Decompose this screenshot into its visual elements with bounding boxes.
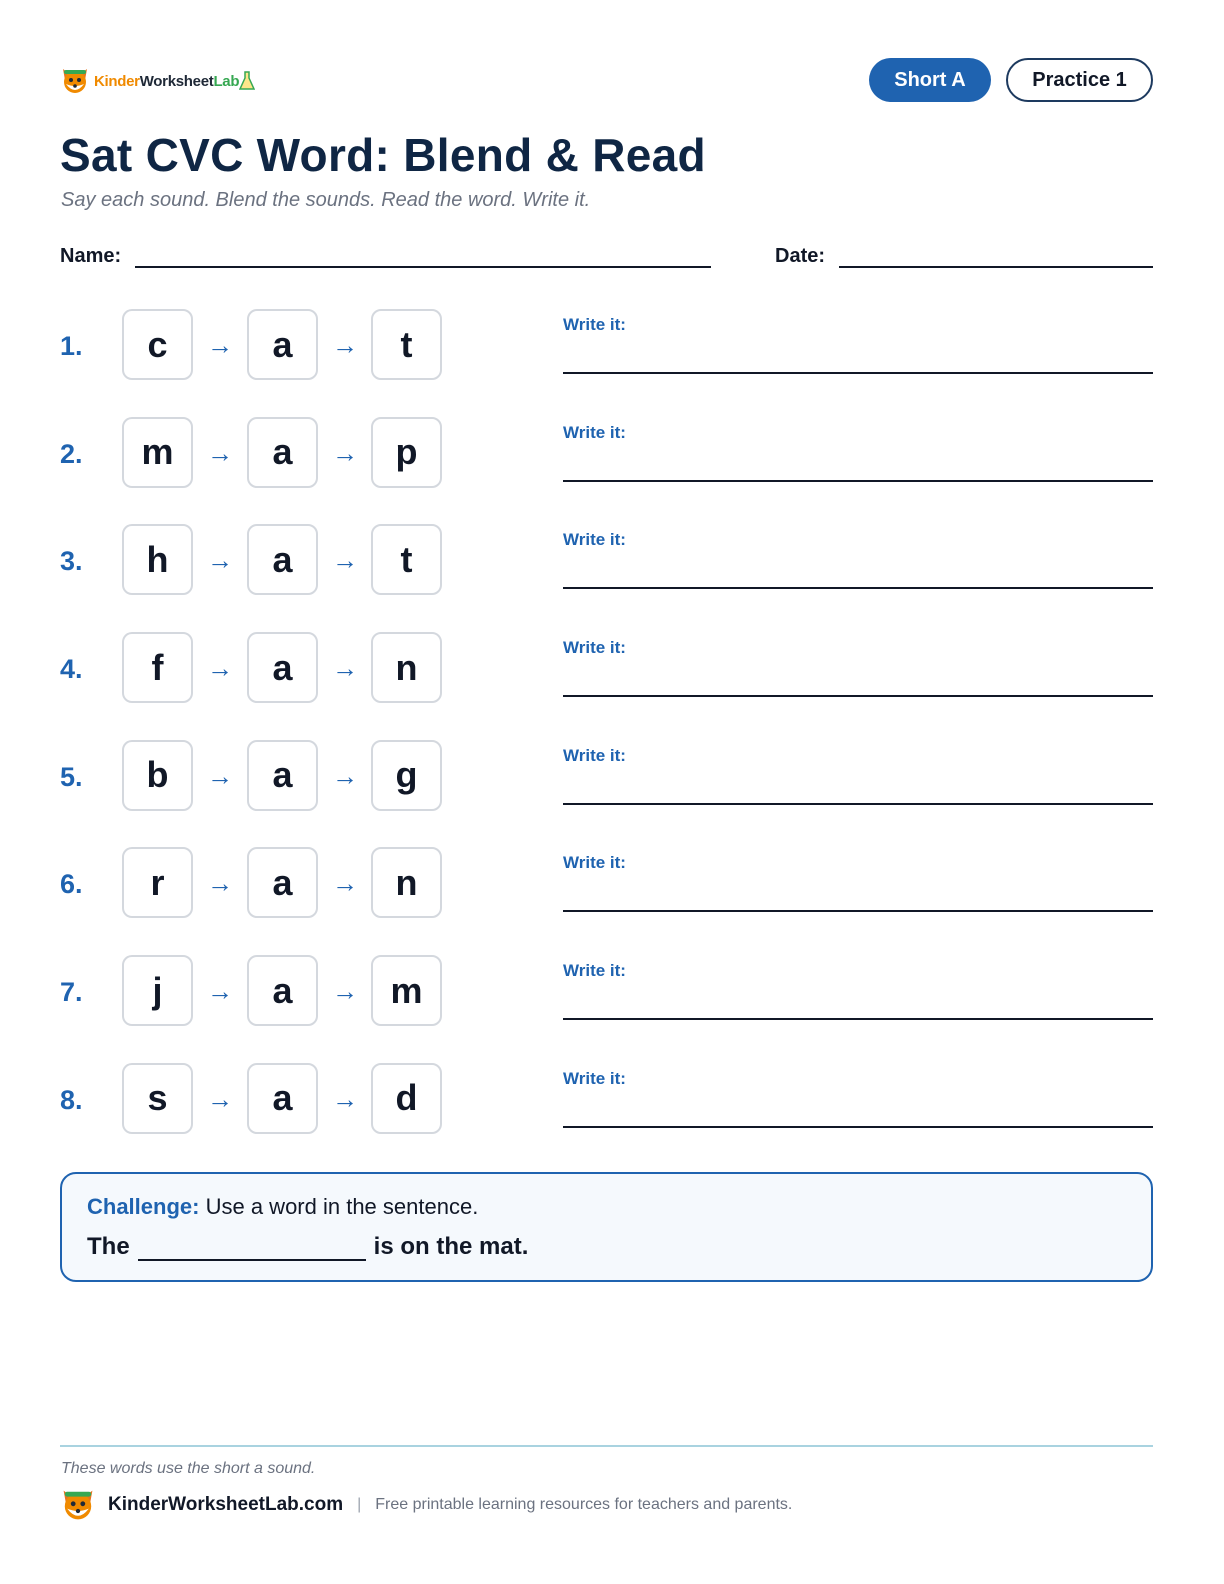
write-it-label: Write it: [563, 315, 626, 334]
row-number: 2. [60, 438, 83, 469]
write-it-field[interactable] [563, 587, 1153, 589]
write-it-label: Write it: [563, 961, 626, 981]
sound-tile: s [122, 1063, 193, 1134]
word-row [60, 740, 1153, 848]
sound-tile: a [247, 632, 318, 703]
write-it-field[interactable] [563, 372, 1153, 374]
arrow-icon: → [332, 976, 358, 1007]
sound-tile: a [247, 740, 318, 811]
brand-name-lab: Lab [213, 72, 240, 90]
instructions: Say each sound. Blend the sounds. Read the word. Write it. [61, 189, 591, 211]
arrow-icon: → [332, 545, 358, 576]
footer-divider [60, 1445, 1153, 1447]
write-it-label: Write it: [563, 853, 626, 873]
sound-tile: a [247, 1063, 318, 1134]
sentence-blank-field[interactable] [138, 1239, 366, 1261]
sound-tile: d [371, 1063, 442, 1134]
name-label: Name: [60, 245, 122, 267]
sound-tile: a [247, 847, 318, 918]
sound-tile: p [371, 417, 442, 488]
sound-tile: n [371, 847, 442, 918]
footer-tagline: Free printable learning resources for teachers and parents. [375, 1496, 793, 1513]
sound-tile: c [122, 309, 193, 380]
brand-name-worksheet: Worksheet [139, 72, 214, 90]
arrow-icon: → [207, 653, 233, 684]
arrow-icon: → [207, 437, 233, 468]
arrow-icon: → [332, 330, 358, 360]
brand-logo [60, 64, 255, 98]
flask-icon [239, 71, 255, 91]
write-it-label: Write it: [563, 745, 626, 765]
fox-mascot-icon [60, 66, 90, 96]
write-it-field[interactable] [563, 910, 1153, 912]
footer-separator: | [357, 1496, 362, 1513]
brand-name-kinder: Kinder [94, 72, 140, 90]
footer-note: These words use the short a sound. [61, 1460, 316, 1477]
sound-tile: g [371, 740, 442, 811]
practice-badge: Practice 1 [1006, 58, 1153, 102]
sound-tile: r [122, 847, 193, 918]
arrow-icon: → [332, 653, 358, 684]
brand-name [94, 73, 239, 90]
challenge-instruction-text: Use a word in the sentence. [205, 1194, 479, 1219]
word-row [60, 417, 1153, 525]
word-row [60, 309, 1153, 417]
row-number: 3. [60, 546, 83, 577]
sound-tile: n [371, 632, 442, 703]
arrow-icon: → [207, 330, 233, 360]
arrow-icon: → [207, 868, 233, 899]
sound-tile: a [247, 309, 318, 380]
sentence-start: The [87, 1233, 130, 1260]
arrow-icon: → [332, 1083, 358, 1114]
write-it-label: Write it: [563, 422, 626, 442]
write-it-label: Write it: [563, 638, 626, 658]
row-number: 5. [60, 761, 83, 792]
arrow-icon: → [207, 545, 233, 576]
sound-tile: b [122, 740, 193, 811]
sound-tile: t [371, 309, 442, 380]
name-field[interactable] [135, 266, 711, 268]
word-row [60, 955, 1153, 1063]
row-number: 6. [60, 869, 83, 900]
row-number: 1. [60, 331, 83, 361]
arrow-icon: → [207, 1083, 233, 1114]
word-row [60, 847, 1153, 955]
sound-tile: m [371, 955, 442, 1026]
row-number: 7. [60, 977, 83, 1008]
arrow-icon: → [332, 437, 358, 468]
challenge-box [60, 1172, 1153, 1282]
write-it-field[interactable] [563, 695, 1153, 697]
write-it-field[interactable] [563, 803, 1153, 805]
challenge-instruction [87, 1194, 478, 1220]
header-badges [869, 58, 1153, 102]
sound-tile: t [371, 524, 442, 595]
word-row [60, 632, 1153, 740]
date-field[interactable] [839, 266, 1153, 268]
sentence-end: is on the mat. [373, 1233, 529, 1260]
write-it-label: Write it: [563, 1068, 626, 1088]
arrow-icon: → [207, 760, 233, 791]
worksheet-page [60, 0, 1153, 1584]
challenge-label: Challenge: [87, 1194, 200, 1219]
level-badge: Short A [869, 58, 991, 102]
sound-tile: a [247, 955, 318, 1026]
sound-tile: m [122, 417, 193, 488]
write-it-field[interactable] [563, 1018, 1153, 1020]
footer-brand [60, 1486, 792, 1524]
arrow-icon: → [332, 760, 358, 791]
arrow-icon: → [207, 976, 233, 1007]
sound-tile: j [122, 955, 193, 1026]
write-it-label: Write it: [563, 530, 626, 550]
sound-tile: h [122, 524, 193, 595]
row-number: 8. [60, 1084, 83, 1115]
word-rows [60, 309, 1153, 1171]
row-number: 4. [60, 654, 83, 685]
sound-tile: a [247, 524, 318, 595]
date-label: Date: [775, 245, 826, 267]
page-title: Sat CVC Word: Blend & Read [60, 129, 706, 181]
sound-tile: f [122, 632, 193, 703]
challenge-sentence [87, 1233, 528, 1261]
write-it-field[interactable] [563, 1126, 1153, 1128]
arrow-icon: → [332, 868, 358, 899]
fox-mascot-icon [60, 1487, 96, 1523]
footer-site-link[interactable]: KinderWorksheetLab.com [108, 1494, 344, 1515]
word-row [60, 1063, 1153, 1171]
write-it-field[interactable] [563, 480, 1153, 482]
sound-tile: a [247, 417, 318, 488]
word-row [60, 524, 1153, 632]
